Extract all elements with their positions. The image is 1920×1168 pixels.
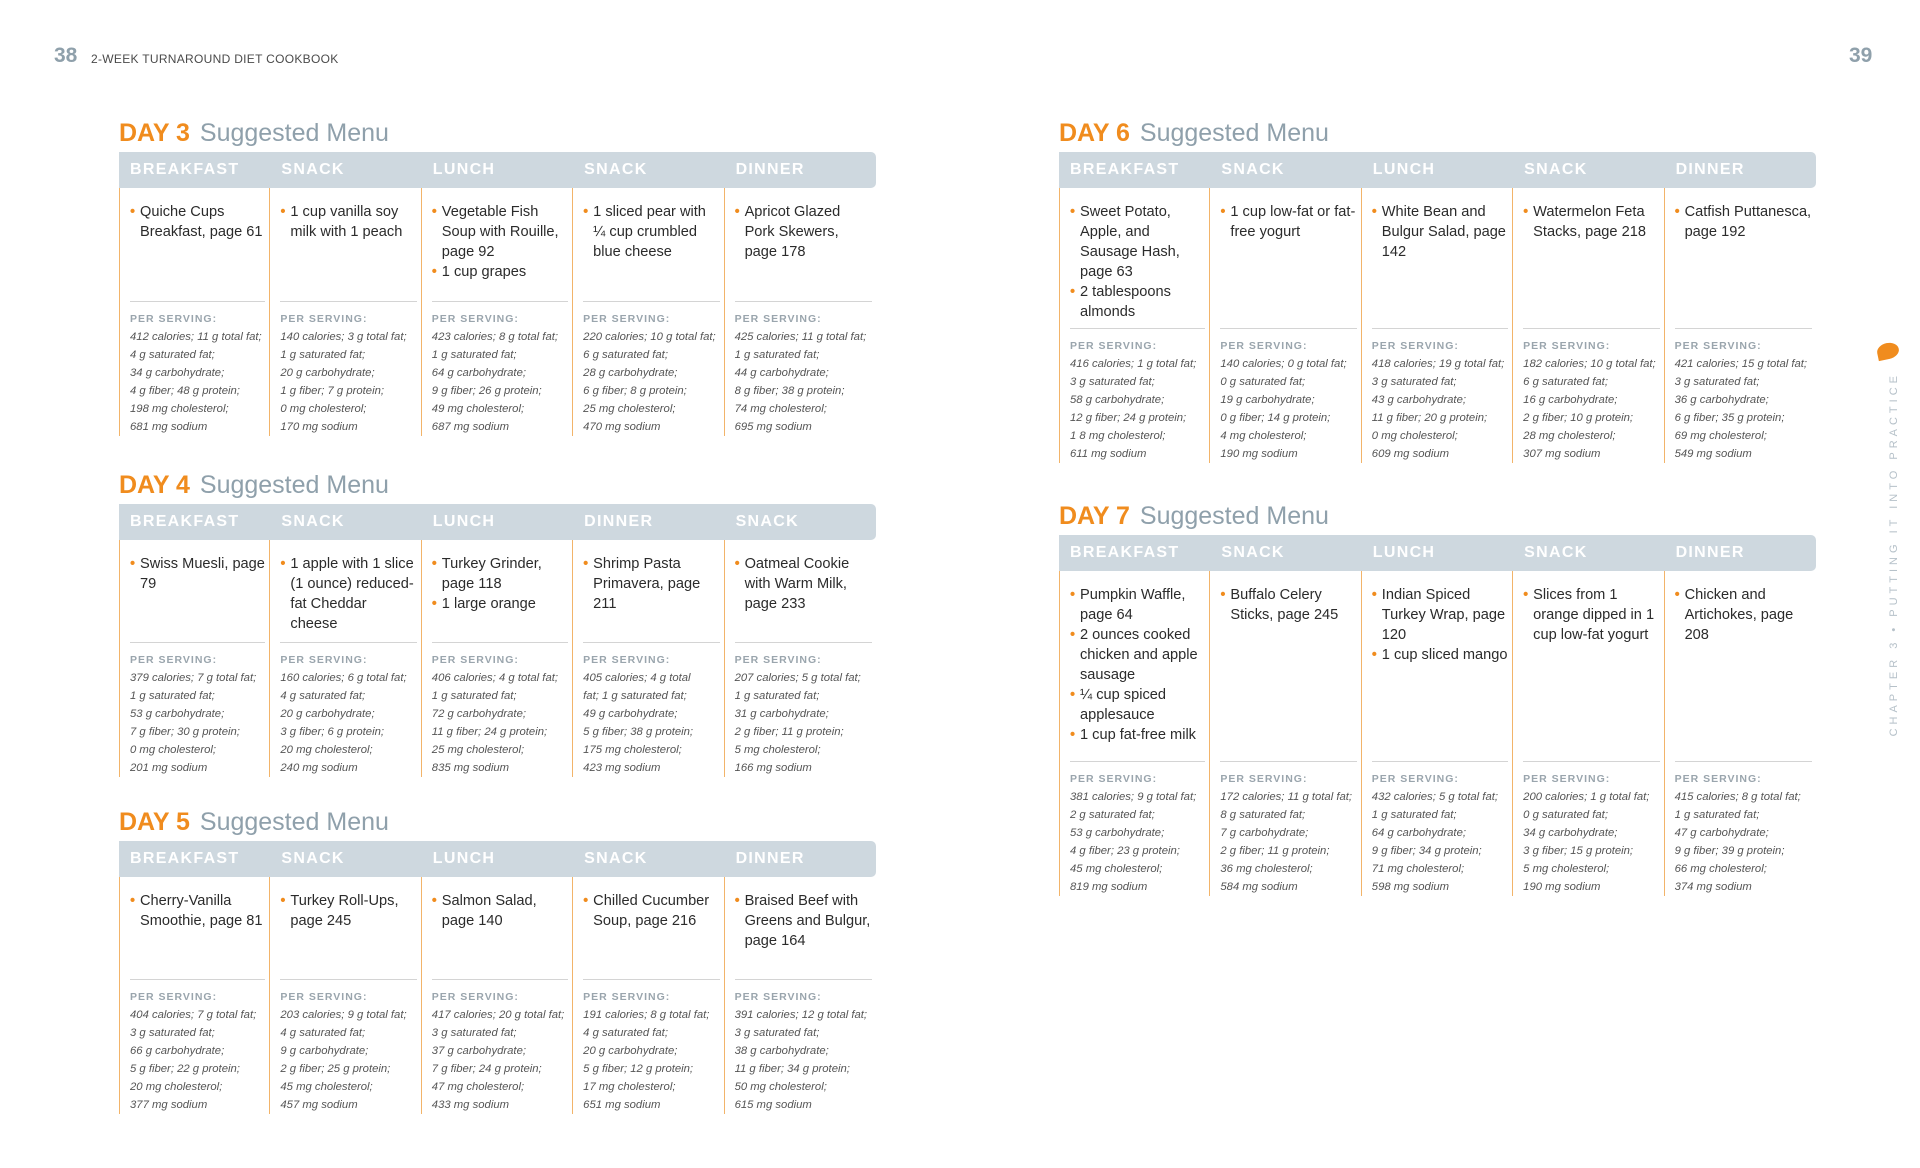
meal-column-snack [1210,571,1361,896]
meal-column-lunch [422,540,573,777]
per-serving-label: PER SERVING: [734,654,822,666]
menu-subtitle: Suggested Menu [1139,119,1329,147]
nutrition-block [130,979,265,1114]
nutrition-block [1070,328,1205,463]
nutrition-facts: 405 calories; 4 g total fat; 1 g saturated fat; 49 g carbohydrate; 5 g fiber; 38 g protein; 175 mg cholesterol; 423 mg sodium [583,672,694,774]
meal-header-breakfast: BREAKFAST [1070,544,1180,561]
meal-item: • 2 ounces cooked chicken and apple sausage [1070,625,1205,685]
per-serving-label: PER SERVING: [1523,773,1611,785]
nutrition-block [1372,328,1508,463]
per-serving-label: PER SERVING: [1371,773,1459,785]
menu-subtitle: Suggested Menu [199,471,389,499]
meal-items [583,891,723,975]
nutrition-facts: 391 calories; 12 g total fat; 3 g saturated fat; 38 g carbohydrate; 11 g fiber; 34 g protein; 50 mg cholesterol; 615 mg sodium [734,1009,868,1111]
nutrition-block [1675,328,1812,463]
per-serving-label: PER SERVING: [280,654,368,666]
meal-header-snack: SNACK [1221,161,1285,178]
meal-items [130,202,269,297]
meal-header-breakfast: BREAKFAST [130,513,240,530]
meal-column-breakfast [119,188,270,436]
nutrition-block [280,301,416,436]
meal-column-breakfast [119,877,270,1114]
meal-item: • Turkey Grinder, page 118 [432,554,568,594]
nutrition-facts: 203 calories; 9 g total fat; 4 g saturated fat; 9 g carbohydrate; 2 g fiber; 25 g protein; 45 mg cholesterol; 457 mg sodium [280,1009,407,1111]
per-serving-label: PER SERVING: [1674,773,1762,785]
meal-header-row [1059,535,1816,571]
meal-item: • Quiche Cups Breakfast, page 61 [130,202,265,242]
nutrition-block [1523,328,1659,463]
nutrition-facts: 207 calories; 5 g total fat; 1 g saturated fat; 31 g carbohydrate; 2 g fiber; 11 g protein; 5 mg cholesterol; 166 mg sodium [734,672,861,774]
chapter-tab-marker [1876,341,1901,361]
meal-column-lunch [1362,188,1513,463]
nutrition-facts: 404 calories; 7 g total fat; 3 g saturated fat; 66 g carbohydrate; 5 g fiber; 22 g protein; 20 mg cholesterol; 377 mg sodium [130,1009,257,1111]
per-serving-label: PER SERVING: [280,991,368,1003]
meal-header-snack: SNACK [1221,544,1285,561]
meal-item: • Chicken and Artichokes, page 208 [1675,585,1812,645]
nutrition-block [432,642,568,777]
day-label: DAY 5 [119,808,190,836]
day-7-title [1059,501,1816,535]
meal-header-dinner: DINNER [735,161,805,178]
meal-item: • Vegetable Fish Soup with Rouille, page 92 [432,202,568,262]
meal-header-breakfast: BREAKFAST [130,161,240,178]
nutrition-facts: 423 calories; 8 g total fat; 1 g saturated fat; 64 g carbohydrate; 9 g fiber; 26 g protein; 49 mg cholesterol; 687 mg sodium [431,331,559,433]
meal-header-row [119,504,876,540]
day-7-menu [1059,501,1816,896]
meal-item: • 1 sliced pear with ¼ cup crumbled blue cheese [583,202,719,262]
day-3-menu [119,118,876,436]
nutrition-facts: 417 calories; 20 g total fat; 3 g saturated fat; 37 g carbohydrate; 7 g fiber; 24 g protein; 47 mg cholesterol; 433 mg sodium [431,1009,565,1111]
meal-header-dinner: DINNER [584,513,654,530]
nutrition-block [1675,761,1812,896]
nutrition-facts: 182 calories; 10 g total fat; 6 g saturated fat; 16 g carbohydrate; 2 g fiber; 10 g protein; 28 mg cholesterol; 307 mg sodium [1523,358,1656,460]
meal-item: • Indian Spiced Turkey Wrap, page 120 [1372,585,1508,645]
nutrition-facts: 416 calories; 1 g total fat; 3 g saturated fat; 58 g carbohydrate; 12 g fiber; 24 g protein; 1 8 mg cholesterol; 611 mg sodium [1070,358,1197,460]
meal-items [1070,202,1209,324]
nutrition-block [1220,761,1356,896]
day-label: DAY 6 [1059,119,1130,147]
meal-item: • Swiss Muesli, page 79 [130,554,265,594]
meal-column-snack [573,877,724,1114]
nutrition-block [130,301,265,436]
meal-column-lunch [1362,571,1513,896]
meal-items [1523,202,1663,324]
meal-item: • Chilled Cucumber Soup, page 216 [583,891,719,931]
nutrition-facts: 425 calories; 11 g total fat; 1 g saturated fat; 44 g carbohydrate; 8 g fiber; 38 g protein; 74 mg cholesterol; 695 mg sodium [734,331,867,433]
day-3-title [119,118,876,152]
meal-column-breakfast [1059,571,1210,896]
meal-header-dinner: DINNER [735,850,805,867]
per-serving-label: PER SERVING: [1371,340,1459,352]
nutrition-facts: 421 calories; 15 g total fat; 3 g saturated fat; 36 g carbohydrate; 6 g fiber; 35 g protein; 69 mg cholesterol; 549 mg sodium [1674,358,1808,460]
nutrition-block [1372,761,1508,896]
per-serving-label: PER SERVING: [431,654,519,666]
per-serving-label: PER SERVING: [130,313,218,325]
meal-columns [119,188,876,436]
left-page-number: 38 [54,44,78,67]
nutrition-block [1070,761,1205,896]
meal-item: • ¼ cup spiced applesauce [1070,685,1205,725]
per-serving-label: PER SERVING: [431,991,519,1003]
menu-subtitle: Suggested Menu [199,119,389,147]
meal-header-lunch: LUNCH [432,850,496,867]
meal-column-snack [270,540,421,777]
per-serving-label: PER SERVING: [1674,340,1762,352]
meal-item: • 1 apple with 1 slice (1 ounce) reduced-fat Cheddar cheese [280,554,416,634]
nutrition-facts: 418 calories; 19 g total fat; 3 g saturated fat; 43 g carbohydrate; 11 g fiber; 20 g protein; 0 mg cholesterol; 609 mg sodium [1371,358,1505,460]
meal-items [130,891,269,975]
per-serving-label: PER SERVING: [130,654,218,666]
meal-item: • Salmon Salad, page 140 [432,891,568,931]
meal-item: • 1 large orange [432,594,568,614]
meal-item: • Catfish Puttanesca, page 192 [1675,202,1812,242]
meal-header-snack: SNACK [735,513,799,530]
meal-header-snack: SNACK [281,513,345,530]
meal-items [735,554,876,638]
per-serving-label: PER SERVING: [1070,340,1158,352]
menu-subtitle: Suggested Menu [199,808,389,836]
nutrition-facts: 432 calories; 5 g total fat; 1 g saturated fat; 64 g carbohydrate; 9 g fiber; 34 g protein; 71 mg cholesterol; 598 mg sodium [1371,791,1499,893]
meal-header-snack: SNACK [1524,161,1588,178]
meal-header-snack: SNACK [1524,544,1588,561]
meal-items [280,554,420,638]
meal-items [280,202,420,297]
meal-items [583,554,723,638]
meal-items [130,554,269,638]
day-4-title [119,470,876,504]
nutrition-block [1523,761,1659,896]
nutrition-block [735,979,872,1114]
menu-subtitle: Suggested Menu [1139,502,1329,530]
meal-items [280,891,420,975]
nutrition-facts: 172 calories; 11 g total fat; 8 g saturated fat; 7 g carbohydrate; 2 g fiber; 11 g protein; 36 mg cholesterol; 584 mg sodium [1220,791,1353,893]
day-label: DAY 4 [119,471,190,499]
meal-item: • White Bean and Bulgur Salad, page 142 [1372,202,1508,262]
nutrition-block [280,642,416,777]
day-label: DAY 7 [1059,502,1130,530]
per-serving-label: PER SERVING: [1220,340,1308,352]
nutrition-facts: 160 calories; 6 g total fat; 4 g saturated fat; 20 g carbohydrate; 3 g fiber; 6 g protein; 20 mg cholesterol; 240 mg sodium [280,672,407,774]
nutrition-facts: 379 calories; 7 g total fat; 1 g saturated fat; 53 g carbohydrate; 7 g fiber; 30 g protein; 0 mg cholesterol; 201 mg sodium [130,672,257,774]
meal-items [1372,585,1512,757]
meal-items [432,554,572,638]
book-title: 2-WEEK TURNAROUND DIET COOKBOOK [91,52,339,66]
meal-column-snack [1210,188,1361,463]
meal-header-dinner: DINNER [1675,161,1745,178]
meal-item: • 1 cup fat-free milk [1070,725,1205,745]
nutrition-block [432,979,568,1114]
meal-item: • Oatmeal Cookie with Warm Milk, page 233 [735,554,872,614]
day-6-title [1059,118,1816,152]
meal-items [583,202,723,297]
nutrition-block [432,301,568,436]
meal-item: • Turkey Roll-Ups, page 245 [280,891,416,931]
meal-column-snack [270,188,421,436]
meal-columns [119,877,876,1114]
meal-items [432,891,572,975]
day-5-title [119,807,876,841]
meal-column-snack [725,540,876,777]
per-serving-label: PER SERVING: [280,313,368,325]
meal-column-breakfast [119,540,270,777]
meal-header-lunch: LUNCH [432,513,496,530]
meal-column-lunch [422,877,573,1114]
meal-items [735,891,876,975]
meal-header-breakfast: BREAKFAST [1070,161,1180,178]
nutrition-block [735,301,872,436]
meal-header-row [119,152,876,188]
day-label: DAY 3 [119,119,190,147]
per-serving-label: PER SERVING: [1523,340,1611,352]
nutrition-block [583,301,719,436]
nutrition-block [583,642,719,777]
meal-header-lunch: LUNCH [1372,161,1436,178]
nutrition-facts: 140 calories; 3 g total fat; 1 g saturated fat; 20 g carbohydrate; 1 g fiber; 7 g protein; 0 mg cholesterol; 170 mg sodium [280,331,407,433]
meal-item: • 1 cup vanilla soy milk with 1 peach [280,202,416,242]
meal-items [1372,202,1512,324]
meal-items [735,202,876,297]
nutrition-facts: 200 calories; 1 g total fat; 0 g saturated fat; 34 g carbohydrate; 3 g fiber; 15 g protein; 5 mg cholesterol; 190 mg sodium [1523,791,1650,893]
meal-header-snack: SNACK [281,161,345,178]
meal-header-snack: SNACK [584,850,648,867]
meal-items [1675,202,1816,324]
nutrition-facts: 191 calories; 8 g total fat; 4 g saturated fat; 20 g carbohydrate; 5 g fiber; 12 g protein; 17 mg cholesterol; 651 mg sodium [583,1009,710,1111]
meal-column-snack [1513,188,1664,463]
nutrition-facts: 140 calories; 0 g total fat; 0 g saturated fat; 19 g carbohydrate; 0 g fiber; 14 g protein; 4 mg cholesterol; 190 mg sodium [1220,358,1347,460]
meal-column-dinner [1665,188,1816,463]
per-serving-label: PER SERVING: [431,313,519,325]
nutrition-facts: 220 calories; 10 g total fat; 6 g saturated fat; 28 g carbohydrate; 6 g fiber; 8 g protein; 25 mg cholesterol; 470 mg sodium [583,331,716,433]
per-serving-label: PER SERVING: [734,313,822,325]
meal-item: • 2 tablespoons almonds [1070,282,1205,322]
per-serving-label: PER SERVING: [1070,773,1158,785]
meal-item: • Buffalo Celery Sticks, page 245 [1220,585,1356,625]
meal-column-breakfast [1059,188,1210,463]
meal-items [1220,202,1360,324]
meal-item: • Apricot Glazed Pork Skewers, page 178 [735,202,872,262]
meal-column-snack [573,188,724,436]
nutrition-block [280,979,416,1114]
meal-column-dinner [1665,571,1816,896]
day-5-menu [119,807,876,1114]
nutrition-facts: 412 calories; 11 g total fat; 4 g saturated fat; 34 g carbohydrate; 4 g fiber; 48 g protein; 198 mg cholesterol; 681 mg sodium [130,331,262,433]
meal-header-snack: SNACK [584,161,648,178]
per-serving-label: PER SERVING: [583,654,671,666]
per-serving-label: PER SERVING: [130,991,218,1003]
meal-columns [1059,571,1816,896]
meal-header-dinner: DINNER [1675,544,1745,561]
meal-column-snack [1513,571,1664,896]
meal-columns [1059,188,1816,463]
meal-header-row [1059,152,1816,188]
meal-column-dinner [725,877,876,1114]
meal-header-snack: SNACK [281,850,345,867]
meal-item: • Slices from 1 orange dipped in 1 cup low-fat yogurt [1523,585,1659,645]
meal-header-row [119,841,876,877]
per-serving-label: PER SERVING: [1220,773,1308,785]
meal-items [1675,585,1816,757]
chapter-tab-label: CHAPTER 3 • PUTTING IT INTO PRACTICE [1888,372,1900,737]
meal-column-snack [270,877,421,1114]
meal-column-lunch [422,188,573,436]
meal-header-lunch: LUNCH [432,161,496,178]
meal-columns [119,540,876,777]
meal-items [1070,585,1209,757]
meal-items [432,202,572,297]
meal-item: • Cherry-Vanilla Smoothie, page 81 [130,891,265,931]
meal-items [1523,585,1663,757]
meal-column-dinner [725,188,876,436]
per-serving-label: PER SERVING: [583,991,671,1003]
nutrition-block [1220,328,1356,463]
meal-item: • 1 cup sliced mango [1372,645,1508,665]
nutrition-facts: 381 calories; 9 g total fat; 2 g saturated fat; 53 g carbohydrate; 4 g fiber; 23 g protein; 45 mg cholesterol; 819 mg sodium [1070,791,1197,893]
meal-item: • Braised Beef with Greens and Bulgur, page 164 [735,891,872,951]
meal-column-dinner [573,540,724,777]
meal-item: • Shrimp Pasta Primavera, page 211 [583,554,719,614]
per-serving-label: PER SERVING: [734,991,822,1003]
meal-header-lunch: LUNCH [1372,544,1436,561]
nutrition-facts: 406 calories; 4 g total fat; 1 g saturated fat; 72 g carbohydrate; 11 g fiber; 24 g protein; 25 mg cholesterol; 835 mg sodium [431,672,559,774]
day-4-menu [119,470,876,777]
meal-item: • Sweet Potato, Apple, and Sausage Hash, page 63 [1070,202,1205,282]
nutrition-block [130,642,265,777]
meal-header-breakfast: BREAKFAST [130,850,240,867]
meal-item: • Pumpkin Waffle, page 64 [1070,585,1205,625]
day-6-menu [1059,118,1816,463]
right-page-number: 39 [1849,44,1873,67]
nutrition-block [583,979,719,1114]
meal-item: • Watermelon Feta Stacks, page 218 [1523,202,1659,242]
nutrition-facts: 415 calories; 8 g total fat; 1 g saturated fat; 47 g carbohydrate; 9 g fiber; 39 g protein; 66 mg cholesterol; 374 mg sodium [1674,791,1801,893]
meal-items [1220,585,1360,757]
nutrition-block [735,642,872,777]
per-serving-label: PER SERVING: [583,313,671,325]
meal-item: • 1 cup grapes [432,262,568,282]
meal-item: • 1 cup low-fat or fat-free yogurt [1220,202,1356,242]
